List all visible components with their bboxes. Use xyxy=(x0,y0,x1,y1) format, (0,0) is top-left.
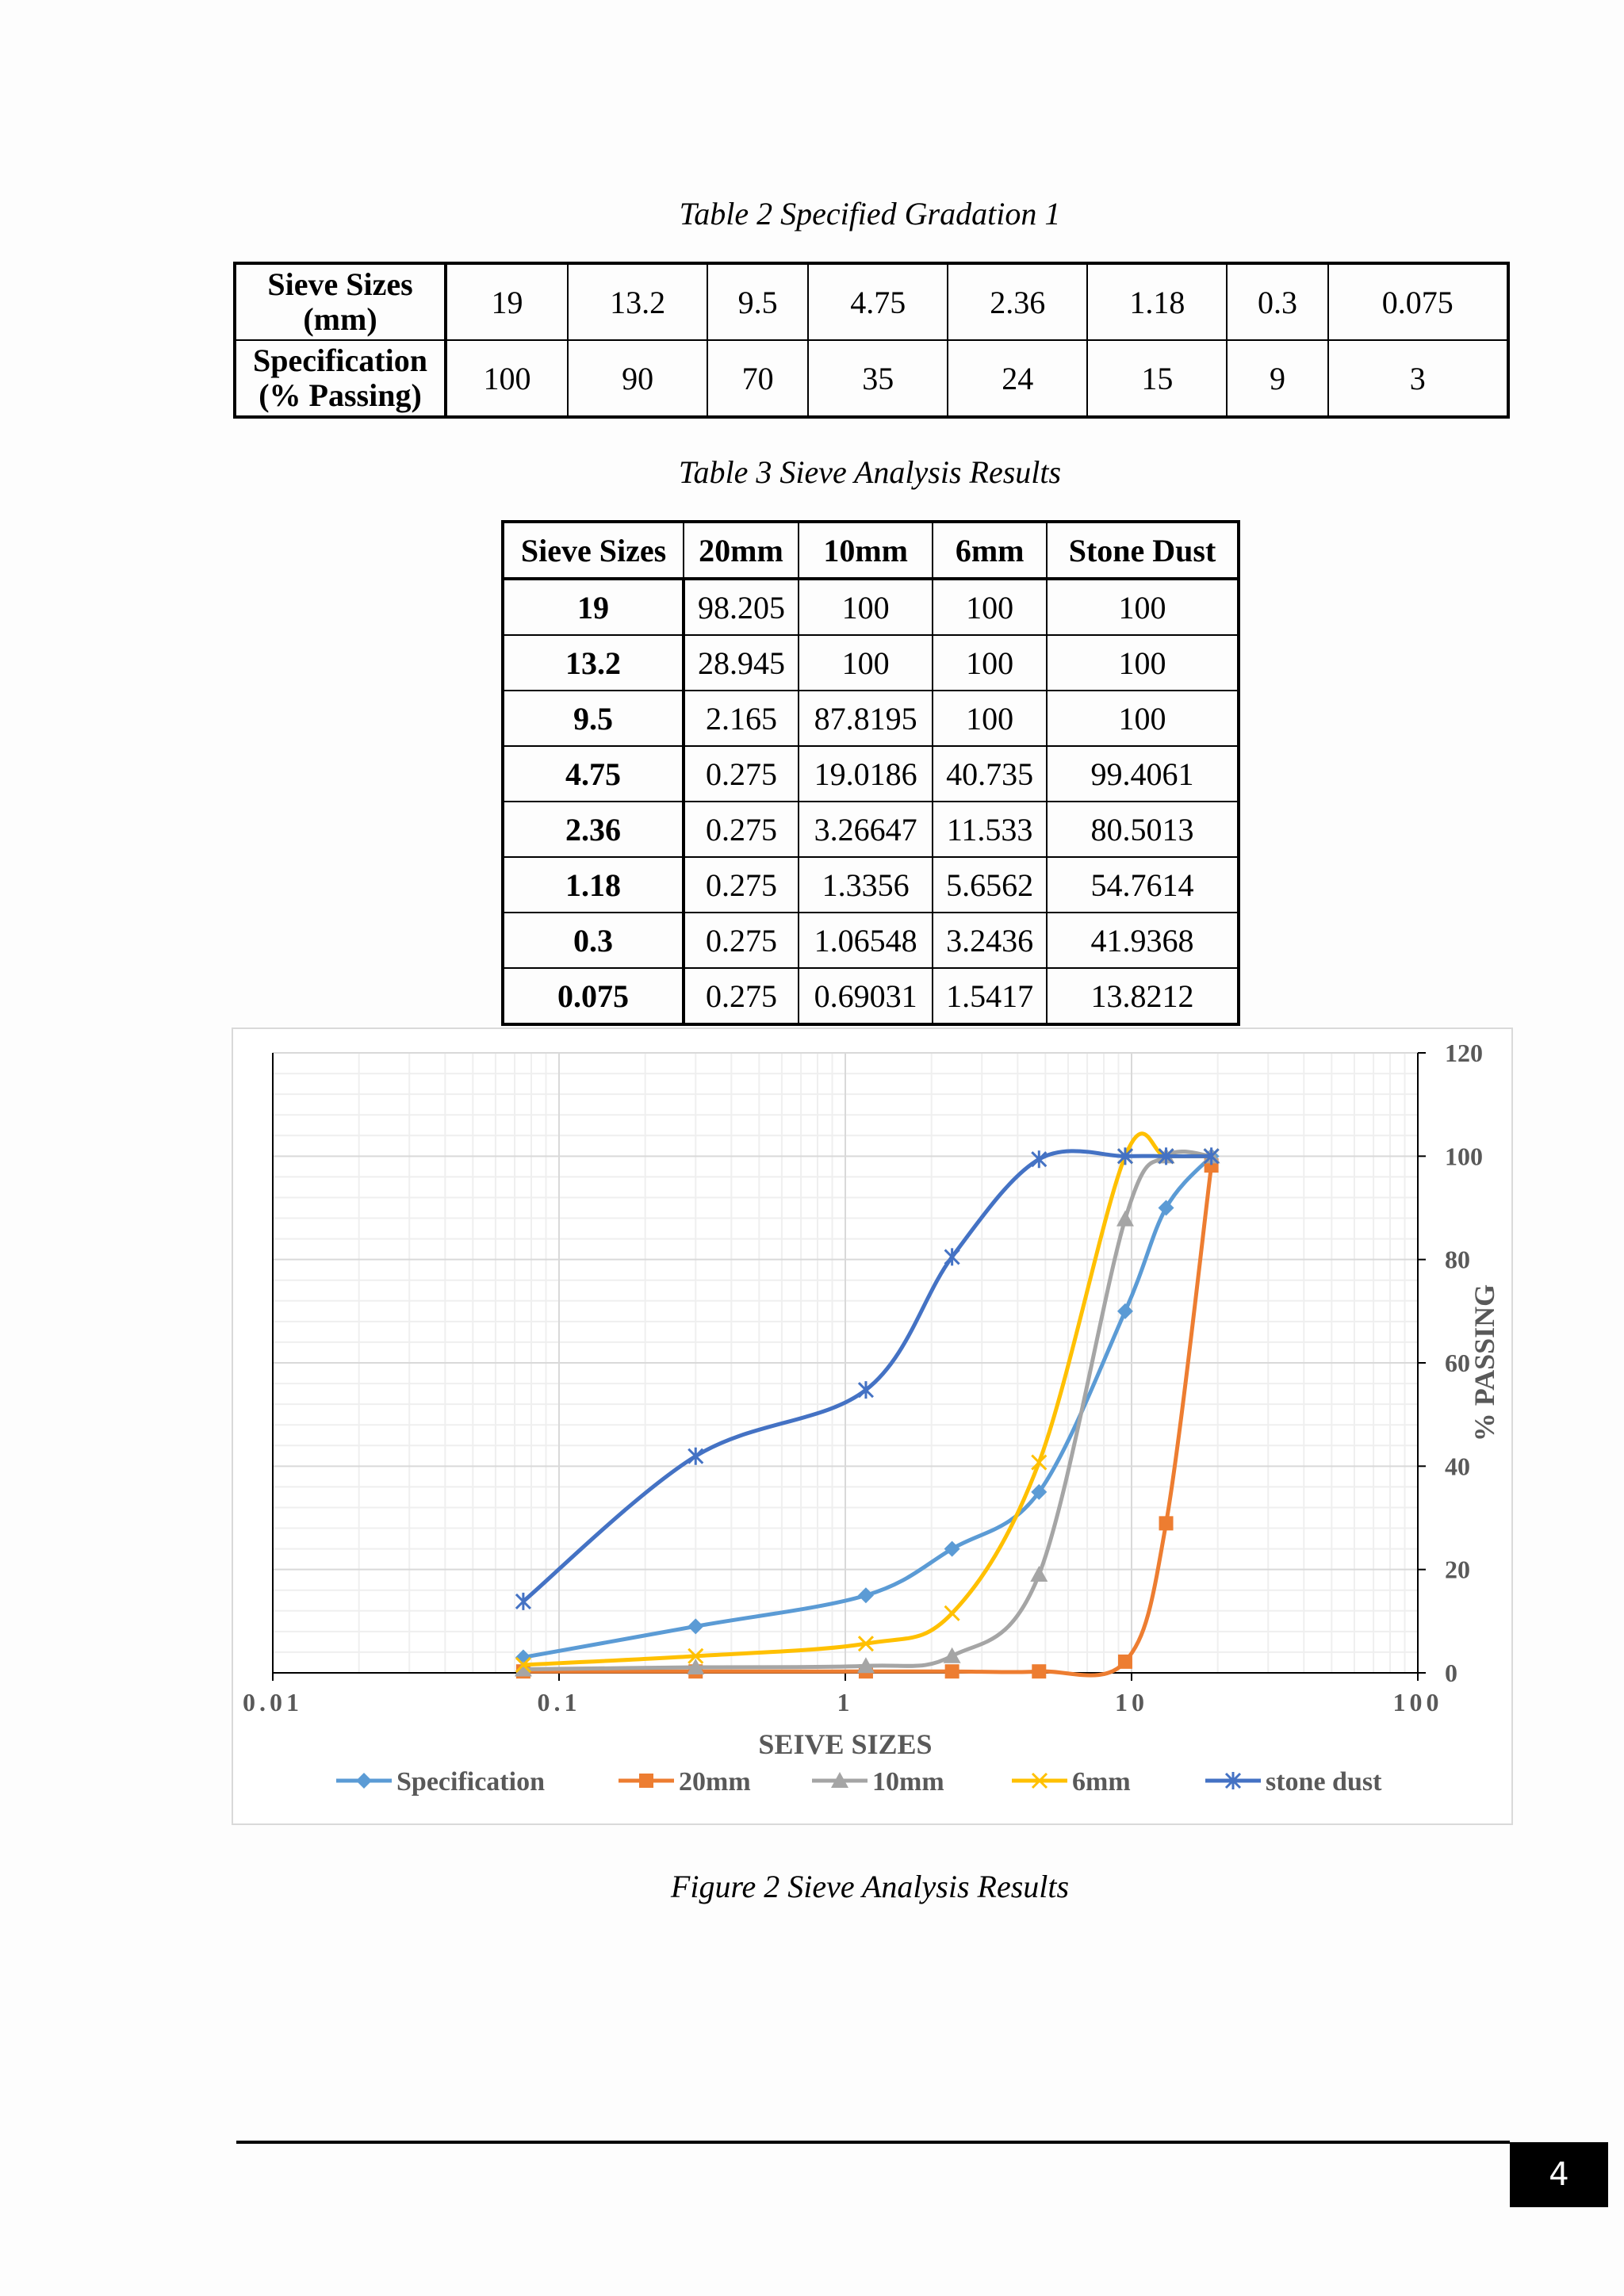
column-header: 10mm xyxy=(799,522,933,579)
table-header-row xyxy=(503,522,1239,579)
table-cell: 19.0186 xyxy=(799,746,933,802)
row-header-line: Specification xyxy=(253,342,427,378)
table2-caption: Table 2 Specified Gradation 1 xyxy=(679,196,1061,232)
table-cell: 9 xyxy=(1227,340,1327,417)
sieve-analysis-chart xyxy=(232,1027,1513,1825)
table-cell: 1.06548 xyxy=(799,913,933,968)
series-specification xyxy=(515,1148,1220,1665)
table-cell: 80.5013 xyxy=(1047,802,1239,857)
legend-label: stone dust xyxy=(1266,1767,1382,1797)
table-cell: 0.075 xyxy=(1328,263,1508,340)
table-cell: 0.275 xyxy=(684,746,799,802)
table-row xyxy=(503,635,1239,691)
y-tick-label: 100 xyxy=(1445,1142,1483,1171)
table-cell: 98.205 xyxy=(684,579,799,635)
table-cell: 0.3 xyxy=(503,913,684,968)
table-cell: 1.5417 xyxy=(933,968,1047,1024)
page-number: 4 xyxy=(1510,2142,1608,2207)
table-cell: 15 xyxy=(1087,340,1227,417)
figure-caption: Figure 2 Sieve Analysis Results xyxy=(670,1869,1070,1904)
table-cell: 70 xyxy=(707,340,808,417)
table-cell: 40.735 xyxy=(933,746,1047,802)
table-cell: 19 xyxy=(503,579,684,635)
data-point-specification xyxy=(1117,1303,1133,1319)
y-tick-label: 20 xyxy=(1445,1555,1470,1584)
legend-label: 20mm xyxy=(679,1767,751,1797)
table-cell: 41.9368 xyxy=(1047,913,1239,968)
data-point-20mm xyxy=(1118,1655,1132,1669)
table-cell: 100 xyxy=(1047,691,1239,746)
column-header: 6mm xyxy=(933,522,1047,579)
table-cell: 0.69031 xyxy=(799,968,933,1024)
series-line-specification xyxy=(523,1156,1212,1657)
specified-gradation-table xyxy=(233,262,1510,419)
x-axis-title: SEIVE SIZES xyxy=(758,1728,933,1760)
table-cell: 1.3356 xyxy=(799,857,933,913)
table-cell: 0.275 xyxy=(684,857,799,913)
table-cell: 4.75 xyxy=(808,263,948,340)
table-cell: 5.6562 xyxy=(933,857,1047,913)
table-cell: 11.533 xyxy=(933,802,1047,857)
table-cell: 3.26647 xyxy=(799,802,933,857)
legend-item-stone-dust xyxy=(1205,1767,1382,1797)
legend-marker xyxy=(356,1773,372,1789)
table-cell: 99.4061 xyxy=(1047,746,1239,802)
y-tick-label: 80 xyxy=(1445,1245,1470,1274)
table-cell: 100 xyxy=(1047,579,1239,635)
sieve-analysis-table xyxy=(501,520,1240,1026)
data-point-20mm xyxy=(1032,1664,1046,1678)
table-row xyxy=(503,802,1239,857)
table-cell: 24 xyxy=(948,340,1087,417)
legend-label: 10mm xyxy=(872,1767,944,1797)
table-cell: 3.2436 xyxy=(933,913,1047,968)
table-cell: 0.275 xyxy=(684,968,799,1024)
table-cell: 19 xyxy=(446,263,568,340)
legend-item-10mm xyxy=(812,1767,944,1797)
legend-label: 6mm xyxy=(1072,1767,1131,1797)
column-header: 20mm xyxy=(684,522,799,579)
y-tick-label: 120 xyxy=(1445,1039,1483,1067)
table3-caption: Table 3 Sieve Analysis Results xyxy=(678,454,1062,490)
row-header xyxy=(235,263,446,340)
y-tick-label: 40 xyxy=(1445,1452,1470,1481)
table-cell: 9.5 xyxy=(707,263,808,340)
legend-item-6mm xyxy=(1012,1767,1131,1797)
table-row xyxy=(235,263,1508,340)
table-cell: 0.075 xyxy=(503,968,684,1024)
table-cell: 100 xyxy=(446,340,568,417)
legend-item-20mm xyxy=(619,1767,751,1797)
table-row xyxy=(503,579,1239,635)
table-cell: 100 xyxy=(1047,635,1239,691)
table-cell: 54.7614 xyxy=(1047,857,1239,913)
table-cell: 2.36 xyxy=(503,802,684,857)
row-header-line: (% Passing) xyxy=(259,377,422,413)
table-cell: 90 xyxy=(568,340,707,417)
x-tick-label: 1 xyxy=(837,1688,854,1716)
series-line-6mm xyxy=(523,1134,1212,1665)
table-cell: 0.275 xyxy=(684,802,799,857)
row-header-line: Sieve Sizes xyxy=(267,266,413,302)
table-cell: 13.8212 xyxy=(1047,968,1239,1024)
table-cell: 35 xyxy=(808,340,948,417)
table-cell: 3 xyxy=(1328,340,1508,417)
series-stone-dust xyxy=(516,1147,1219,1610)
y-axis-title: % PASSING xyxy=(1469,1284,1500,1442)
table-row xyxy=(503,968,1239,1024)
x-tick-label: 100 xyxy=(1392,1688,1443,1716)
table-cell: 28.945 xyxy=(684,635,799,691)
data-point-stone-dust xyxy=(516,1593,530,1610)
chart-svg xyxy=(233,1029,1511,1823)
table-cell: 100 xyxy=(799,579,933,635)
row-header-line: (mm) xyxy=(303,301,377,337)
table-cell: 2.36 xyxy=(948,263,1087,340)
footer-rule xyxy=(236,2141,1510,2144)
data-point-stone-dust xyxy=(688,1448,703,1465)
table-cell: 100 xyxy=(933,579,1047,635)
table-row xyxy=(503,691,1239,746)
table-cell: 13.2 xyxy=(503,635,684,691)
data-point-stone-dust xyxy=(1032,1150,1046,1168)
table-cell: 100 xyxy=(933,635,1047,691)
table-cell: 87.8195 xyxy=(799,691,933,746)
x-tick-label: 10 xyxy=(1115,1688,1148,1716)
x-tick-label: 0.1 xyxy=(537,1688,581,1716)
table-cell: 2.165 xyxy=(684,691,799,746)
table-cell: 1.18 xyxy=(1087,263,1227,340)
legend-marker xyxy=(639,1774,653,1788)
table-cell: 13.2 xyxy=(568,263,707,340)
y-tick-label: 0 xyxy=(1445,1659,1457,1687)
table-row xyxy=(503,746,1239,802)
table-cell: 1.18 xyxy=(503,857,684,913)
legend-item-specification xyxy=(336,1767,545,1797)
table-cell: 4.75 xyxy=(503,746,684,802)
table-cell: 0.3 xyxy=(1227,263,1327,340)
table-row xyxy=(503,857,1239,913)
legend-label: Specification xyxy=(396,1767,545,1797)
data-point-20mm xyxy=(945,1664,959,1678)
data-point-stone-dust xyxy=(945,1248,959,1265)
table-cell: 9.5 xyxy=(503,691,684,746)
table-row xyxy=(503,913,1239,968)
data-point-stone-dust xyxy=(859,1381,873,1399)
column-header: Sieve Sizes xyxy=(503,522,684,579)
row-header xyxy=(235,340,446,417)
table-cell: 100 xyxy=(799,635,933,691)
y-tick-label: 60 xyxy=(1445,1349,1470,1377)
table-cell: 0.275 xyxy=(684,913,799,968)
data-point-6mm xyxy=(945,1606,959,1621)
table-row xyxy=(235,340,1508,417)
table-cell: 100 xyxy=(933,691,1047,746)
data-point-20mm xyxy=(1159,1516,1174,1530)
x-tick-label: 0.01 xyxy=(243,1688,303,1716)
column-header: Stone Dust xyxy=(1047,522,1239,579)
